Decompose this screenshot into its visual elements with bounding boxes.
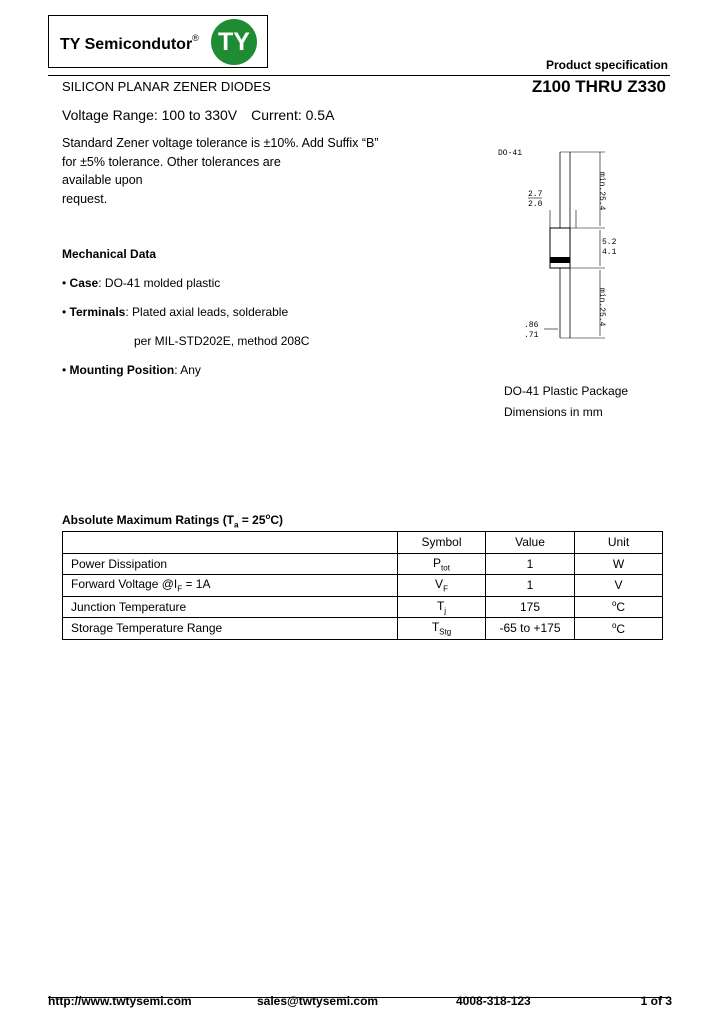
footer-email[interactable]: sales@twtysemi.com: [257, 994, 379, 1008]
dim-diameter-max: 2.7: [528, 190, 543, 199]
part-number-range: Z100 THRU Z330: [531, 77, 666, 96]
current-rating: Current: 0.5A: [251, 107, 335, 123]
dim-wire-max: .86: [524, 321, 539, 330]
table-row: Forward Voltage $@I_F = 1A$ $V_F$ 1 V: [63, 575, 663, 597]
page-number: 1 of 3: [640, 994, 672, 1008]
lead-length-bottom: min.25.4: [597, 288, 606, 327]
lead-length-top: min.25.4: [597, 172, 606, 211]
header-symbol: Symbol: [398, 532, 486, 554]
dim-body-max: 5.2: [602, 238, 617, 247]
registered-mark: ®: [192, 33, 199, 43]
company-name: TY Semicondutor®: [60, 33, 199, 53]
ratings-table: [62, 531, 663, 640]
mechanical-data-heading: Mechanical Data: [62, 247, 157, 261]
doc-subtitle: SILICON PLANAR ZENER DIODES: [62, 79, 271, 94]
dimensions-caption: Dimensions in mm: [504, 405, 603, 419]
company-logo: TY: [211, 19, 257, 65]
terminals-standard: per MIL-STD202E, method 208C: [134, 334, 310, 348]
header-parameter: [63, 532, 398, 554]
tolerance-note: Standard Zener voltage tolerance is ±10%. Add Suffix “B” for ±5% tolerance. Other tolerances are available upon request.: [62, 136, 379, 206]
table-row: Storage Temperature Range $T_{Stg}$ -65 to +175 $^o$C: [63, 618, 663, 640]
footer-phone: 4008-318-123: [456, 994, 531, 1008]
header-unit: Unit: [575, 532, 663, 554]
ratings-heading: Absolute Maximum Ratings $(T_a = 25^oC)$: [62, 512, 284, 530]
diagram-title: DO-41: [498, 149, 523, 158]
voltage-current-line: [62, 107, 334, 123]
table-header-row: [63, 532, 663, 554]
product-spec-label: Product specification: [545, 58, 668, 72]
table-row: Junction Temperature $T_j$ 175 $^o$C: [63, 596, 663, 618]
voltage-range: Voltage Range: 100 to 330V: [62, 107, 238, 123]
table-row: Power Dissipation $P_{tot}$ 1 W: [63, 553, 663, 575]
header-value: Value: [486, 532, 575, 554]
terminals-item: • Terminals: Plated axial leads, solderable: [62, 305, 289, 319]
dim-diameter-min: 2.0: [528, 200, 543, 209]
footer-website[interactable]: http://www.twtysemi.com: [48, 994, 192, 1008]
case-item: • Case: DO-41 molded plastic: [62, 276, 221, 290]
do41-package-diagram: [490, 140, 620, 350]
package-caption: DO-41 Plastic Package: [504, 384, 629, 398]
header-rule: [48, 75, 670, 76]
dim-body-min: 4.1: [602, 248, 617, 257]
mounting-item: • Mounting Position: Any: [62, 363, 201, 377]
cathode-band: [550, 257, 570, 263]
dim-wire-min: .71: [524, 331, 539, 340]
